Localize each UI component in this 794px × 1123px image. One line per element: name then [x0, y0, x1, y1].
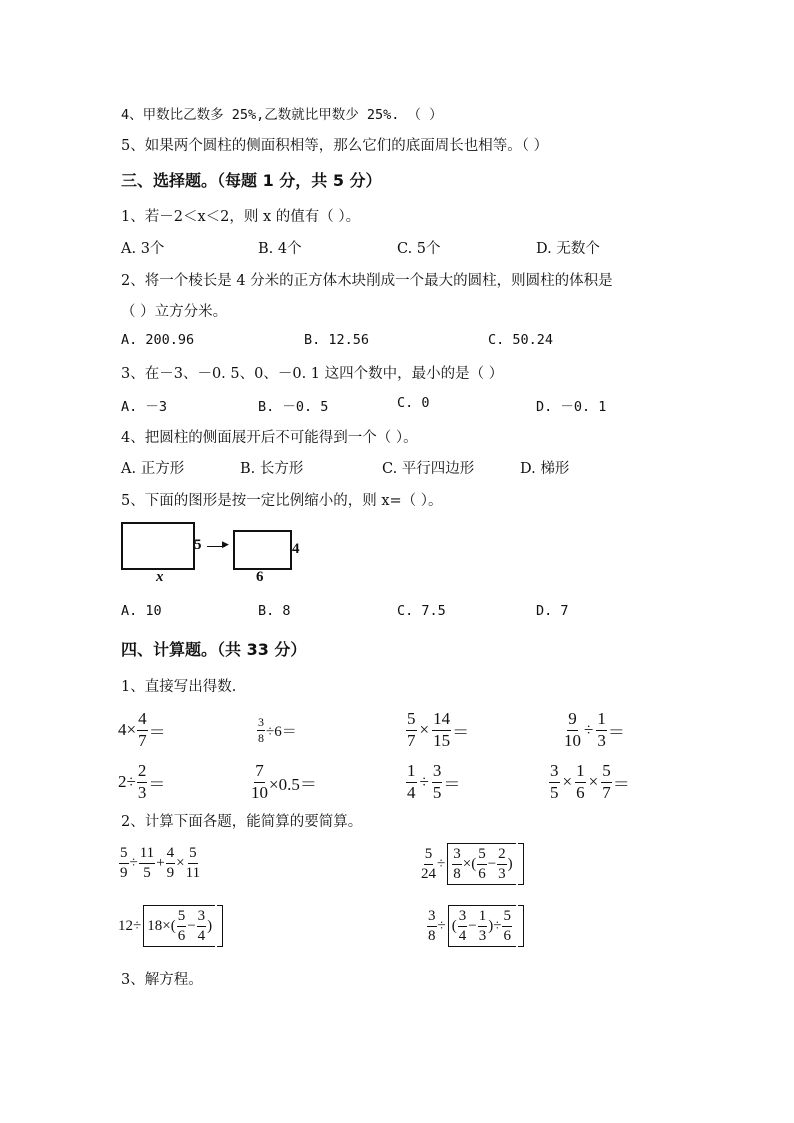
fraction	[458, 908, 468, 944]
q1-option-b: B. 4个	[258, 241, 302, 257]
fraction	[139, 845, 155, 881]
numerator: 2	[137, 762, 148, 783]
operator: ÷	[437, 917, 446, 934]
denominator: 8	[428, 927, 436, 944]
expr-text: ÷6＝	[266, 724, 297, 741]
denominator: 6	[503, 927, 511, 944]
choice-question-2-cont: （ ）立方分米。	[121, 304, 228, 320]
q1-option-c: C. 5个	[397, 241, 441, 257]
simplify-expr-1	[118, 845, 201, 881]
square-bracket	[446, 905, 524, 947]
denominator: 7	[138, 730, 147, 750]
numerator: 5	[477, 846, 487, 865]
judge-question-5: 5、如果两个圆柱的侧面积相等，那么它们的底面周长也相等。（ ）	[121, 138, 549, 154]
oral-calc-8	[548, 762, 630, 802]
expr-text: ＝	[607, 722, 625, 742]
fraction	[197, 908, 207, 944]
square-bracket	[141, 905, 223, 947]
choice-question-1: 1、若－2＜x＜2，则 x 的值有（ ）。	[121, 209, 361, 225]
q5-option-c: C. 7.5	[397, 603, 446, 619]
expr-text: 2÷	[118, 772, 136, 792]
judge-question-4: 4、甲数比乙数多 25%,乙数就比甲数少 25%. （ ）	[121, 107, 443, 123]
q1-option-d: D. 无数个	[536, 241, 600, 257]
simplify-expr-3	[118, 905, 223, 947]
denominator: 10	[251, 782, 268, 802]
denominator: 6	[576, 782, 585, 802]
denominator: 3	[137, 782, 147, 802]
q5-option-d: D. 7	[536, 603, 569, 619]
denominator: 6	[478, 865, 486, 882]
numerator: 4	[137, 710, 148, 731]
bracket-body	[448, 905, 516, 947]
expr-text: 18×(	[147, 917, 176, 934]
fraction	[137, 710, 148, 750]
oral-calc-7	[405, 762, 460, 802]
bracket-close	[518, 905, 524, 947]
q1-option-a: A. 3个	[121, 241, 165, 257]
q2-option-c: C. 50.24	[488, 332, 554, 348]
fraction	[549, 762, 560, 802]
operator: )÷	[488, 917, 502, 934]
section-3-title: 三、选择题。（每题 1 分，共 5 分）	[121, 171, 382, 190]
oral-calc-2	[256, 716, 297, 745]
numerator: 1	[478, 908, 488, 927]
operator: (	[451, 917, 457, 934]
numerator: 5	[119, 845, 129, 864]
q2-option-a: A. 200.96	[121, 332, 195, 348]
fraction	[432, 762, 443, 802]
fraction	[477, 846, 487, 882]
denominator: 7	[407, 730, 416, 750]
bracket-body	[447, 843, 515, 885]
simplify-expr-4	[426, 905, 524, 947]
calc-question-3: 3、解方程。	[121, 972, 203, 988]
q5-option-b: B. 8	[258, 603, 291, 619]
fraction	[406, 710, 417, 750]
fraction	[119, 845, 129, 881]
q3-option-d: D. －0. 1	[536, 399, 607, 415]
q2-option-b: B. 12.56	[304, 332, 370, 348]
operator: −	[468, 917, 477, 934]
numerator: 5	[188, 845, 198, 864]
oral-calc-1	[118, 710, 166, 750]
expr-text: 12÷	[118, 917, 142, 934]
fraction	[406, 762, 417, 802]
operator: ×	[419, 720, 430, 740]
numerator: 9	[567, 710, 578, 731]
fraction	[177, 908, 187, 944]
expr-text: ＝	[148, 722, 166, 742]
denominator: 8	[258, 731, 264, 746]
numerator: 14	[432, 710, 451, 731]
denominator: 8	[453, 865, 461, 882]
numerator: 1	[406, 762, 417, 783]
operator: ÷	[437, 855, 446, 872]
operator: )	[507, 855, 513, 872]
q4-option-a: A. 正方形	[121, 461, 185, 477]
fraction	[421, 846, 436, 882]
numerator: 11	[139, 845, 155, 864]
choice-question-5: 5、下面的图形是按一定比例缩小的，则 x=（ ）。	[121, 493, 443, 509]
denominator: 5	[432, 782, 442, 802]
denominator: 15	[433, 730, 451, 750]
expr-text: ＝	[452, 722, 470, 742]
denominator: 9	[166, 864, 175, 881]
denominator: 10	[564, 730, 581, 750]
small-rect-bottom-label: 6	[256, 569, 264, 585]
numerator: 7	[254, 762, 265, 783]
square-bracket	[445, 843, 523, 885]
q3-option-a: A. －3	[121, 399, 168, 415]
expr-text: ×0.5＝	[269, 774, 317, 794]
denominator: 3	[597, 730, 606, 750]
numerator: 4	[166, 845, 176, 864]
numerator: 3	[458, 908, 468, 927]
q4-option-b: B. 长方形	[240, 461, 304, 477]
expr-text: ＝	[612, 774, 630, 794]
simplify-expr-2	[420, 843, 524, 885]
numerator: 5	[424, 846, 434, 865]
numerator: 2	[497, 846, 507, 865]
fraction	[257, 716, 265, 745]
numerator: 3	[549, 762, 560, 783]
numerator: 3	[452, 846, 462, 865]
operator: ÷	[584, 720, 594, 740]
denominator: 4	[197, 927, 206, 944]
fraction	[251, 762, 268, 802]
fraction	[432, 710, 451, 750]
expr-text: ＝	[443, 774, 461, 794]
small-rectangle	[233, 530, 292, 570]
fraction	[137, 762, 148, 802]
denominator: 9	[120, 864, 128, 881]
fraction	[502, 908, 512, 944]
numerator: 1	[575, 762, 586, 783]
q3-option-c: C. 0	[397, 395, 430, 411]
bracket-close	[217, 905, 223, 947]
fraction	[596, 710, 607, 750]
numerator: 3	[427, 908, 437, 927]
operator: −	[187, 917, 196, 934]
fraction	[166, 845, 176, 881]
denominator: 3	[498, 865, 506, 882]
large-rectangle	[121, 522, 195, 570]
oral-calc-4	[563, 710, 625, 750]
small-rect-side-label: 4	[292, 541, 300, 557]
choice-question-2: 2、将一个棱长是 4 分米的正方体木块削成一个最大的圆柱，则圆柱的体积是	[121, 273, 613, 289]
fraction	[601, 762, 612, 802]
expr-text: ＝	[148, 774, 166, 794]
numerator: 3	[257, 716, 265, 731]
operator: ÷	[419, 772, 429, 792]
numerator: 5	[502, 908, 512, 927]
calc-question-1: 1、直接写出得数.	[121, 679, 237, 695]
numerator: 3	[432, 762, 443, 783]
denominator: 7	[602, 782, 611, 802]
oral-calc-6	[250, 762, 317, 802]
fraction	[575, 762, 586, 802]
arrow-head-icon: ▶	[222, 540, 229, 550]
numerator: 5	[406, 710, 417, 731]
bracket-body	[143, 905, 215, 947]
operator: −	[487, 855, 497, 872]
fraction	[564, 710, 581, 750]
fraction	[478, 908, 488, 944]
operator: ×	[176, 854, 185, 871]
denominator: 5	[143, 864, 151, 881]
oral-calc-5	[118, 762, 165, 802]
denominator: 11	[185, 864, 201, 881]
fraction	[452, 846, 462, 882]
operator: )	[207, 917, 213, 934]
fraction	[497, 846, 507, 882]
large-rect-bottom-label: x	[156, 569, 164, 585]
denominator: 5	[550, 782, 559, 802]
denominator: 4	[458, 927, 467, 944]
fraction	[186, 845, 200, 881]
bracket-close	[518, 843, 524, 885]
operator: ×	[588, 772, 599, 792]
numerator: 3	[197, 908, 207, 927]
oral-calc-3	[405, 710, 469, 750]
q4-option-d: D. 梯形	[520, 461, 570, 477]
expr-text: 4×	[118, 720, 137, 740]
operator: +	[156, 854, 165, 871]
operator: ×(	[462, 855, 477, 872]
large-rect-side-label: 5	[194, 537, 202, 553]
calc-question-2: 2、计算下面各题，能简算的要简算。	[121, 814, 363, 830]
q5-option-a: A. 10	[121, 603, 162, 619]
numerator: 5	[177, 908, 187, 927]
denominator: 3	[478, 927, 487, 944]
choice-question-4: 4、把圆柱的侧面展开后不可能得到一个（ ）。	[121, 430, 418, 446]
denominator: 24	[421, 865, 436, 882]
denominator: 4	[407, 782, 416, 802]
fraction	[427, 908, 437, 944]
section-4-title: 四、计算题。（共 33 分）	[121, 640, 307, 659]
operator: ÷	[129, 854, 138, 871]
numerator: 1	[596, 710, 607, 731]
q3-option-b: B. －0. 5	[258, 399, 329, 415]
choice-question-3: 3、在－3、－0. 5、0、－0. 1 这四个数中，最小的是（ ）	[121, 366, 504, 382]
operator: ×	[562, 772, 573, 792]
q4-option-c: C. 平行四边形	[382, 461, 475, 477]
denominator: 6	[177, 927, 186, 944]
numerator: 5	[601, 762, 612, 783]
